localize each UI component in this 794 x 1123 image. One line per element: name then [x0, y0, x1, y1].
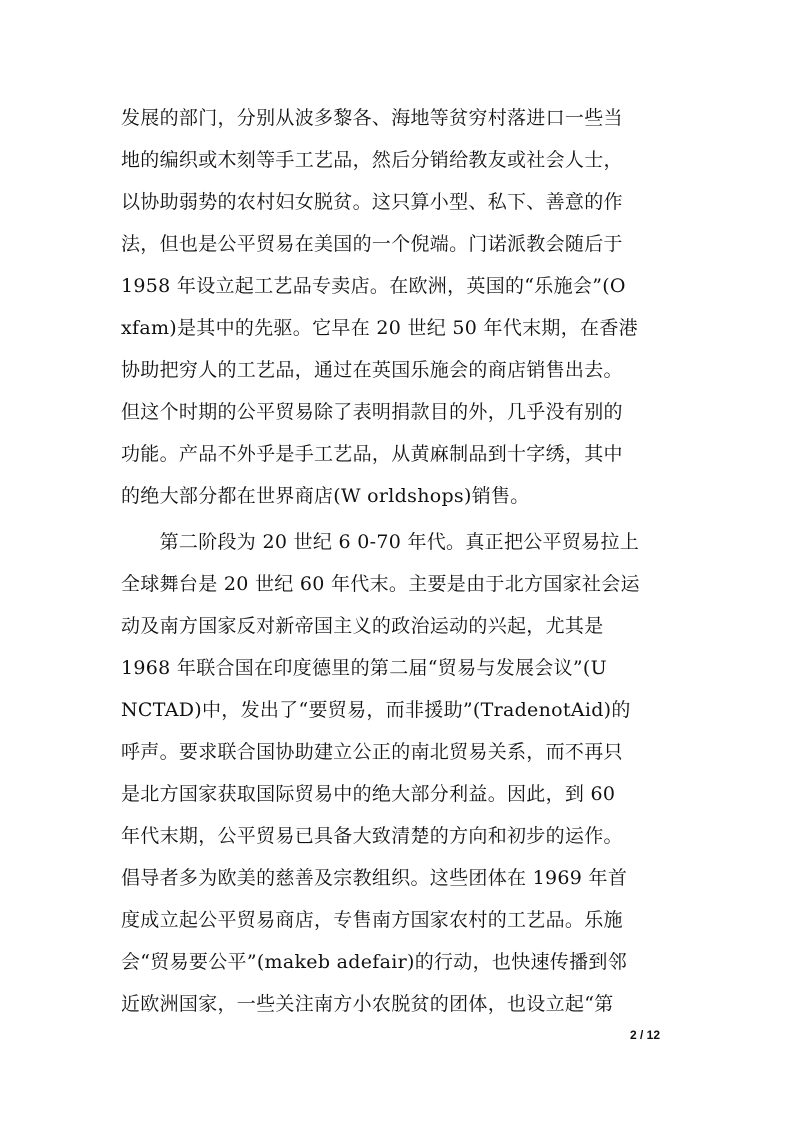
page-number: 2 / 12 [629, 1028, 660, 1042]
text-line: 倡导者多为欧美的慈善及宗教组织。这些团体在 1969 年首 [121, 867, 628, 889]
text-line: NCTAD)中，发出了“要贸易，而非援助”(TradenotAid)的 [121, 699, 631, 721]
text-line: 地的编织或木刻等手工艺品，然后分销给教友或社会人士， [121, 149, 623, 171]
text-line: 的绝大部分都在世界商店(W orldshops)销售。 [121, 485, 530, 507]
text-line: xfam)是其中的先驱。它早在 20 世纪 50 年代末期，在香港 [121, 317, 638, 339]
text-line: 但这个时期的公平贸易除了表明捐款目的外，几乎没有别的 [121, 401, 623, 423]
text-line: 第二阶段为 20 世纪 6 0-70 年代。真正把公平贸易拉上 [121, 531, 640, 553]
text-line: 呼声。要求联合国协助建立公正的南北贸易关系，而不再只 [121, 741, 623, 763]
text-line: 全球舞台是 20 世纪 60 年代末。主要是由于北方国家社会运 [121, 573, 640, 595]
text-line: 发展的部门，分别从波多黎各、海地等贫穷村落进口一些当 [121, 107, 623, 129]
text-line: 近欧洲国家，一些关注南方小农脱贫的团体，也设立起“第 [121, 993, 614, 1015]
text-line: 会“贸易要公平”(makeb adefair)的行动，也快速传播到邻 [121, 951, 628, 973]
text-line: 以协助弱势的农村妇女脱贫。这只算小型、私下、善意的作 [121, 191, 623, 213]
text-line: 年代末期，公平贸易已具备大致清楚的方向和初步的运作。 [121, 825, 623, 847]
text-line: 协助把穷人的工艺品，通过在英国乐施会的商店销售出去。 [121, 359, 623, 381]
text-line: 法，但也是公平贸易在美国的一个倪端。门诺派教会随后于 [121, 233, 623, 255]
text-line: 是北方国家获取国际贸易中的绝大部分利益。因此，到 60 [121, 783, 616, 805]
text-line: 1968 年联合国在印度德里的第二届“贸易与发展会议”(U [121, 657, 607, 679]
text-line: 功能。产品不外乎是手工艺品，从黄麻制品到十字绣，其中 [121, 443, 623, 465]
text-line: 度成立起公平贸易商店，专售南方国家农村的工艺品。乐施 [121, 909, 623, 931]
text-line: 1958 年设立起工艺品专卖店。在欧洲，英国的“乐施会”(O [121, 275, 626, 297]
text-line: 动及南方国家反对新帝国主义的政治运动的兴起，尤其是 [121, 615, 604, 637]
